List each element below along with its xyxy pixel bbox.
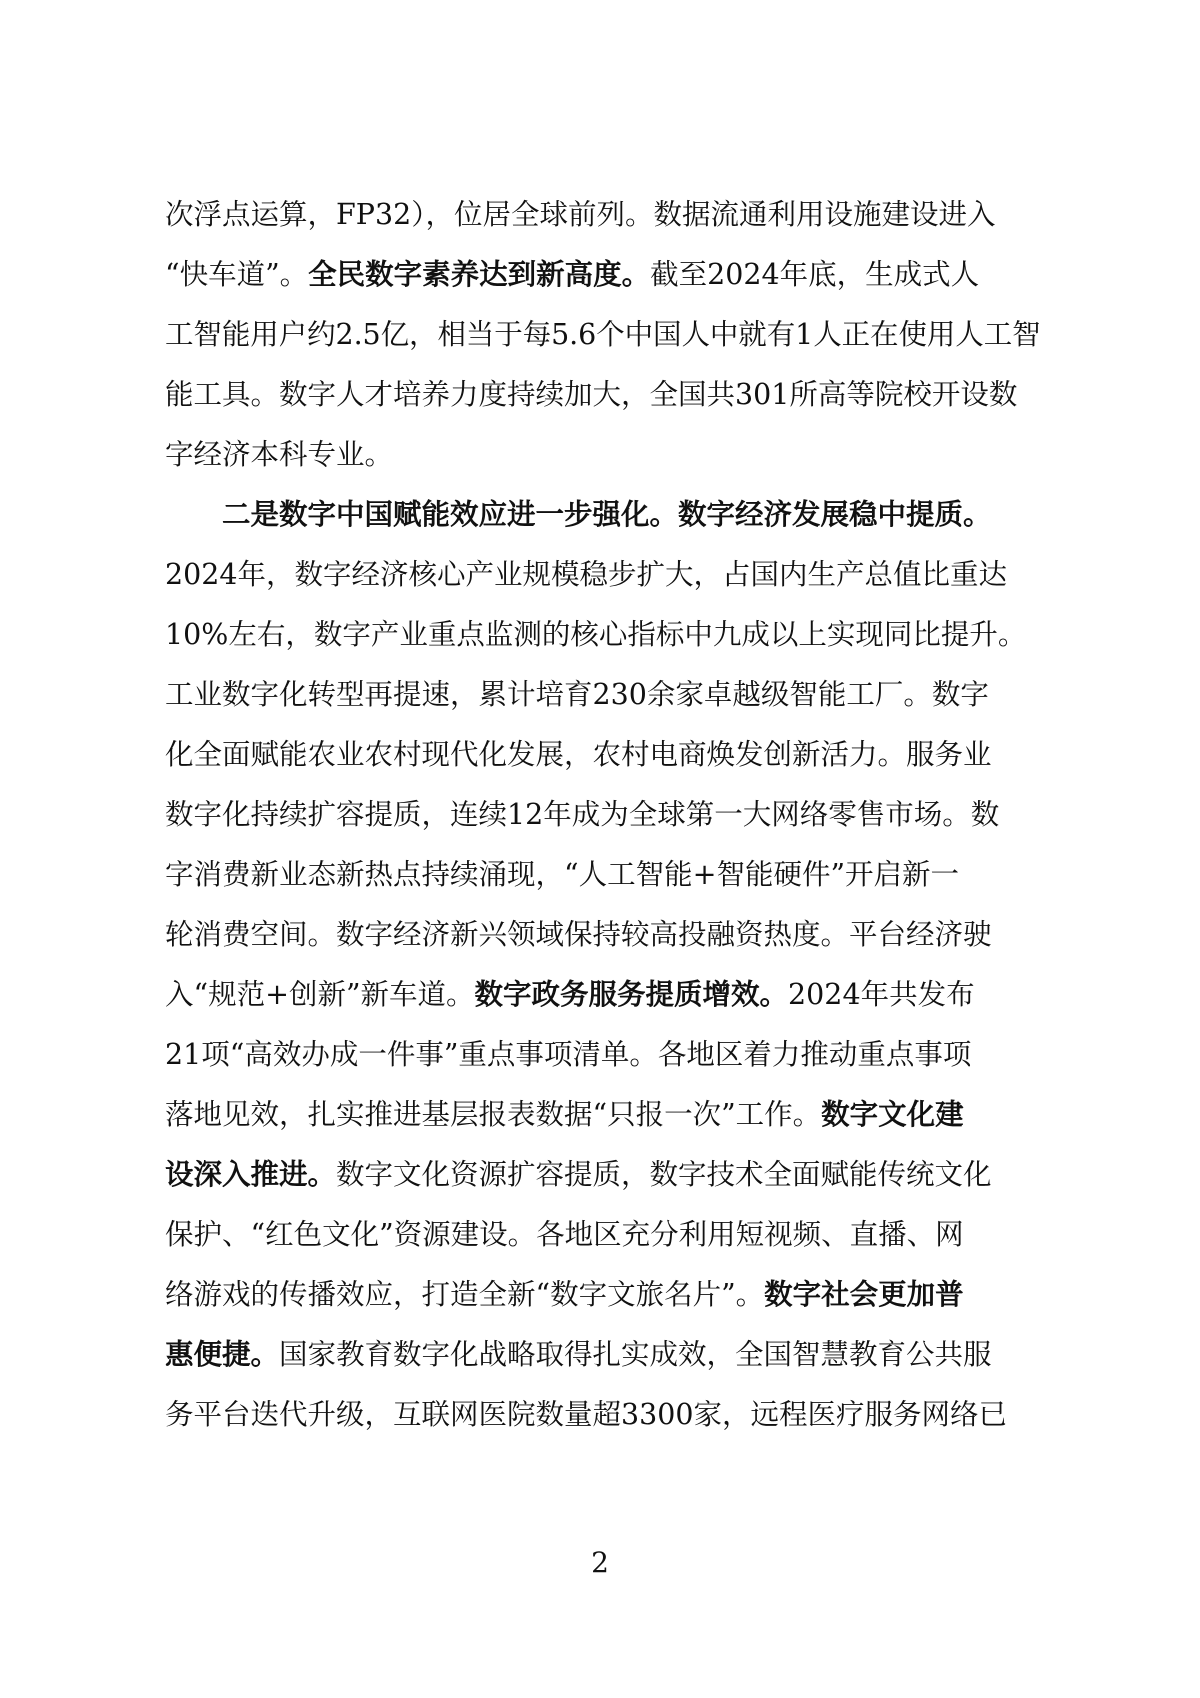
bold-heading: 数字社会更加普 [764, 1278, 964, 1311]
text-line: 化全面赋能农业农村现代化发展，农村电商焕发创新活力。服务业 [165, 738, 992, 771]
text-line: 入“规范+创新”新车道。数字政务服务提质增效。2024年共发布 [165, 978, 975, 1011]
text-line: “快车道”。全民数字素养达到新高度。截至2024年底，生成式人 [165, 258, 980, 291]
text-line: 字消费新业态新热点持续涌现，“人工智能+智能硬件”开启新一 [165, 858, 960, 891]
text-line: 字经济本科专业。 [165, 438, 394, 471]
text-line: 落地见效，扎实推进基层报表数据“只报一次”工作。数字文化建 [165, 1098, 964, 1131]
bold-heading: 数字文化建 [821, 1098, 964, 1131]
text-line: 设深入推进。数字文化资源扩容提质，数字技术全面赋能传统文化 [165, 1158, 992, 1191]
section-heading: 二是数字中国赋能效应进一步强化。数字经济发展稳中提质。 [222, 498, 992, 531]
text-line: 次浮点运算，FP32），位居全球前列。数据流通利用设施建设进入 [165, 198, 996, 231]
text-line: 务平台迭代升级，互联网医院数量超3300家，远程医疗服务网络已 [165, 1398, 1008, 1431]
text-line: 数字化持续扩容提质，连续12年成为全球第一大网络零售市场。数 [165, 798, 1000, 831]
page-number: 2 [591, 1546, 609, 1579]
text-line: 工业数字化转型再提速，累计培育230余家卓越级智能工厂。数字 [165, 678, 989, 711]
text-line: 工智能用户约2.5亿，相当于每5.6个中国人中就有1人正在使用人工智 [165, 318, 1041, 351]
bold-heading: 全民数字素养达到新高度。 [308, 258, 651, 291]
text-line: 10%左右，数字产业重点监测的核心指标中九成以上实现同比提升。 [165, 618, 1027, 651]
text-line: 能工具。数字人才培养力度持续加大，全国共301所高等院校开设数 [165, 378, 1018, 411]
bold-heading: 设深入推进。 [165, 1158, 337, 1191]
bold-heading: 数字政务服务提质增效。 [474, 978, 789, 1011]
text-line: 2024年，数字经济核心产业规模稳步扩大，占国内生产总值比重达 [165, 558, 1008, 591]
text-line: 保护、“红色文化”资源建设。各地区充分利用短视频、直播、网 [165, 1218, 964, 1251]
text-line: 络游戏的传播效应，打造全新“数字文旅名片”。数字社会更加普 [165, 1278, 964, 1311]
text-line: 惠便捷。国家教育数字化战略取得扎实成效，全国智慧教育公共服 [165, 1338, 992, 1371]
text-line: 轮消费空间。数字经济新兴领域保持较高投融资热度。平台经济驶 [165, 918, 992, 951]
bold-heading: 惠便捷。 [165, 1338, 280, 1371]
text-line: 21项“高效办成一件事”重点事项清单。各地区着力推动重点事项 [165, 1038, 972, 1071]
